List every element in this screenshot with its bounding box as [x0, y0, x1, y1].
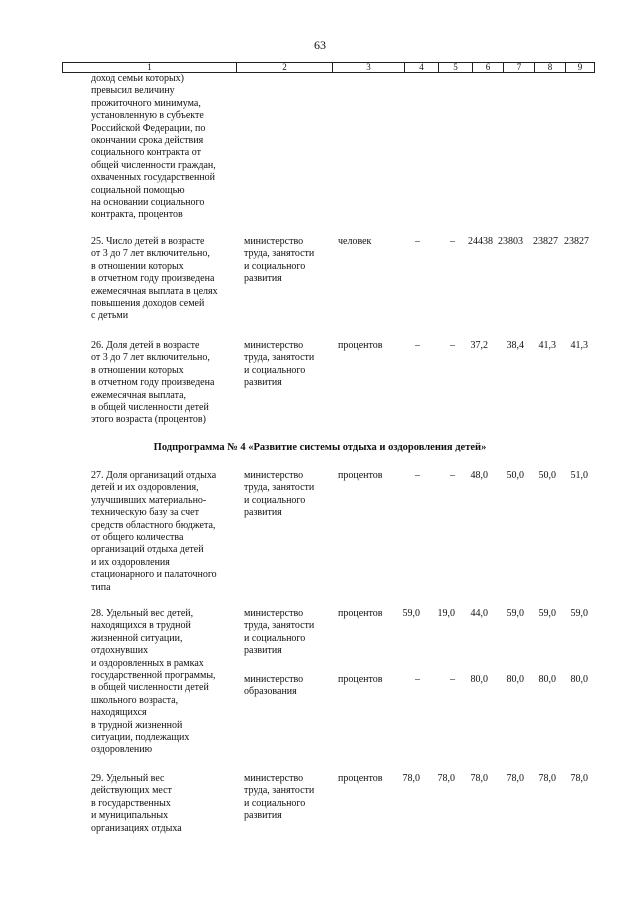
value-cell: 23827: [533, 236, 558, 247]
value-cell: 78,0: [570, 773, 588, 784]
value-cell: 41,3: [570, 340, 588, 351]
value-cell: 37,2: [470, 340, 488, 351]
value-cell: 78,0: [538, 773, 556, 784]
value-cell: 80,0: [570, 674, 588, 685]
indicator-text: 27. Доля организаций отдыха детей и их оздоровления, улучшивших материально- техническую базу за счет средств областного бюджета, от общего количества организаций отдыха детей и их оздоровления стационарного и палаточного типа: [91, 470, 217, 593]
value-cell: 51,0: [570, 470, 588, 481]
value-cell: 23827: [564, 236, 589, 247]
agency-text: министерство труда, занятости и социального развития: [244, 340, 315, 389]
agency-text: министерство труда, занятости и социального развития: [244, 236, 315, 285]
unit-text: процентов: [338, 674, 383, 685]
unit-text: процентов: [338, 608, 383, 619]
value-cell: 59,0: [570, 608, 588, 619]
continued-indicator-text: доход семьи которых) превысил величину прожиточного минимума, установленную в субъекте Российской Федерации, по окончании срока действия социального контракта от общей численности граждан, охваченных государственной социальной помощью на основании социального контракта, процентов: [91, 73, 216, 221]
column-header: 2: [237, 63, 333, 73]
value-cell: –: [415, 470, 420, 481]
unit-text: процентов: [338, 340, 383, 351]
subprogram-heading: Подпрограмма № 4 «Развитие системы отдыха и оздоровления детей»: [153, 442, 487, 453]
value-cell: 50,0: [506, 470, 524, 481]
value-cell: 50,0: [538, 470, 556, 481]
column-header: 8: [535, 63, 566, 73]
value-cell: –: [415, 236, 420, 247]
value-cell: –: [415, 674, 420, 685]
column-header-table: [62, 62, 595, 73]
value-cell: –: [450, 340, 455, 351]
column-header: 1: [63, 63, 237, 73]
agency-text: министерство труда, занятости и социального развития: [244, 470, 315, 519]
agency-text: министерство образования: [244, 674, 304, 698]
column-header: 9: [566, 63, 595, 73]
value-cell: 24438: [468, 236, 493, 247]
value-cell: 48,0: [470, 470, 488, 481]
value-cell: –: [415, 340, 420, 351]
value-cell: 78,0: [402, 773, 420, 784]
column-header: 6: [473, 63, 504, 73]
indicator-text: 26. Доля детей в возрасте от 3 до 7 лет включительно, в отношении которых в отчетном году произведена ежемесячная выплата, в общей численности детей этого возраста (процентов): [91, 340, 215, 426]
value-cell: 78,0: [470, 773, 488, 784]
value-cell: 59,0: [538, 608, 556, 619]
indicator-text: 25. Число детей в возрасте от 3 до 7 лет включительно, в отношении которых в отчетном году произведена ежемесячная выплата в целях повышения доходов семей с детьми: [91, 236, 218, 322]
column-header: 3: [333, 63, 405, 73]
value-cell: 59,0: [402, 608, 420, 619]
value-cell: 78,0: [506, 773, 524, 784]
value-cell: 41,3: [538, 340, 556, 351]
indicator-text: 29. Удельный вес действующих мест в государственных и муниципальных организациях отдыха: [91, 773, 182, 834]
value-cell: 59,0: [506, 608, 524, 619]
value-cell: 80,0: [506, 674, 524, 685]
column-header: 5: [439, 63, 473, 73]
agency-text: министерство труда, занятости и социального развития: [244, 608, 315, 657]
value-cell: 38,4: [506, 340, 524, 351]
page-number: 63: [314, 38, 326, 52]
value-cell: –: [450, 236, 455, 247]
value-cell: 78,0: [437, 773, 455, 784]
value-cell: 80,0: [538, 674, 556, 685]
value-cell: –: [450, 674, 455, 685]
value-cell: 44,0: [470, 608, 488, 619]
column-header: 7: [504, 63, 535, 73]
column-header: 4: [405, 63, 439, 73]
value-cell: 19,0: [437, 608, 455, 619]
unit-text: процентов: [338, 773, 383, 784]
agency-text: министерство труда, занятости и социального развития: [244, 773, 315, 822]
value-cell: –: [450, 470, 455, 481]
indicator-text: 28. Удельный вес детей, находящихся в трудной жизненной ситуации, отдохнувших и оздоровленных в рамках государственной программы, в общей численности детей школьного возраста, находящихся в трудной жизненной ситуации, подлежащих оздоровлению: [91, 608, 216, 756]
unit-text: человек: [338, 236, 372, 247]
value-cell: 23803: [498, 236, 523, 247]
unit-text: процентов: [338, 470, 383, 481]
value-cell: 80,0: [470, 674, 488, 685]
